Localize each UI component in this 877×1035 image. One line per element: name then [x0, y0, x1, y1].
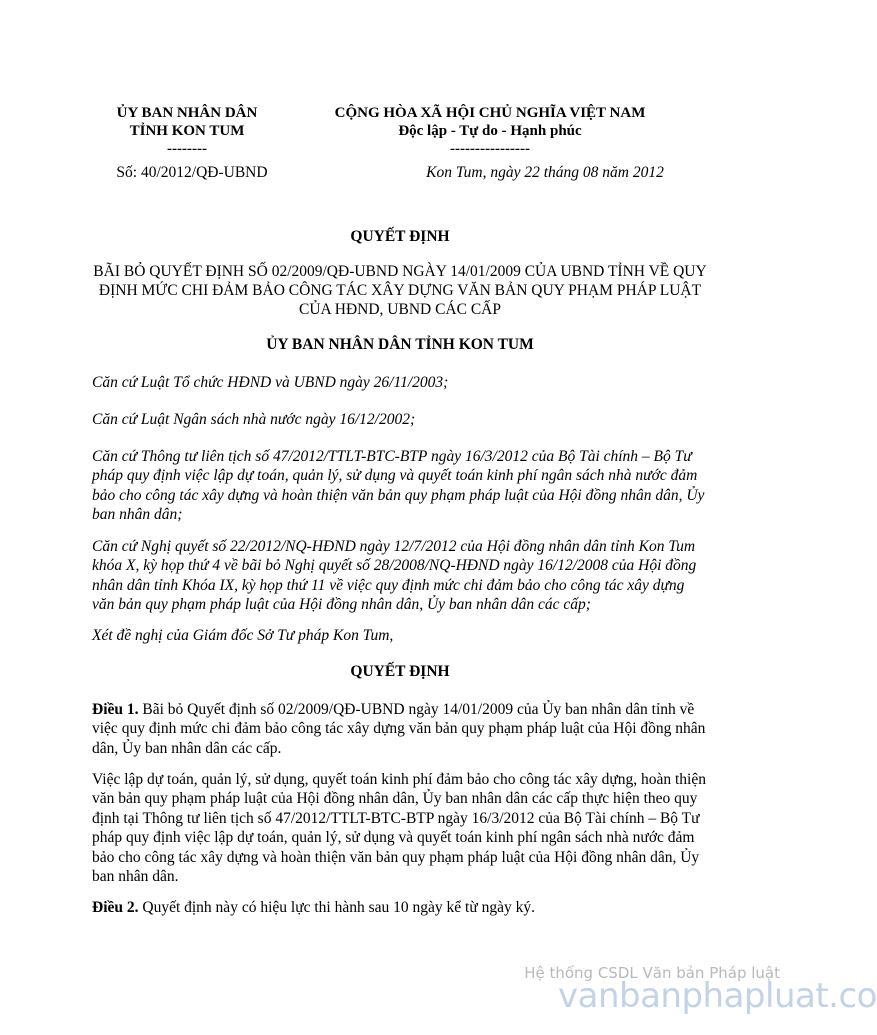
article-1-label: Điều 1.: [92, 701, 139, 718]
article-2-text: Quyết định này có hiệu lực thi hành sau 10 ngày kể từ ngày ký.: [138, 899, 535, 916]
article-1-text: Bãi bỏ Quyết định số 02/2009/QĐ-UBND ngày 14/01/2009 của Ủy ban nhân dân tỉnh về việc quy định mức chi đảm bảo công tác xây dựng văn bản quy phạm pháp luật của Hội đồng nhân dân, Ủy ban nhân dân các cấp.: [92, 701, 706, 757]
motto-divider: ----------------: [450, 141, 530, 157]
document-subject: BÃI BỎ QUYẾT ĐỊNH SỐ 02/2009/QĐ-UBND NGÀY 14/01/2009 CỦA UBND TỈNH VỀ QUY ĐỊNH MỨC CHI ĐẢM BẢO CÔNG TÁC XÂY DỰNG VĂN BẢN QUY PHẠM PHÁP LUẬT CỦA HĐND, UBND CÁC CẤP: [93, 263, 707, 318]
motto: Độc lập - Tự do - Hạnh phúc: [398, 123, 582, 139]
watermark-site: vanbanphapluat.co: [558, 976, 877, 1016]
watermark-caption: Hệ thống CSDL Văn bản Pháp luật: [524, 964, 780, 982]
document-title: QUYẾT ĐỊNH: [350, 228, 450, 245]
authority-line-2: TỈNH KON TUM: [129, 123, 245, 139]
decision-heading: QUYẾT ĐỊNH: [350, 663, 450, 680]
preamble-1: Căn cứ Luật Tổ chức HĐND và UBND ngày 26/11/2003;: [92, 374, 449, 391]
nation-name: CỘNG HÒA XÃ HỘI CHỦ NGHĨA VIỆT NAM: [334, 105, 646, 121]
national-motto: [300, 104, 680, 158]
authority-divider: --------: [167, 141, 207, 157]
article-2-label: Điều 2.: [92, 899, 139, 916]
preamble-4: Căn cứ Nghị quyết số 22/2012/NQ-HĐND ngày 12/7/2012 của Hội đồng nhân dân tỉnh Kon Tum khóa X, kỳ họp thứ 4 về bãi bỏ Nghị quyết số 28/2008/NQ-HĐND ngày 16/12/2008 của Hội đồng nhân dân tỉnh Khóa IX, kỳ họp thứ 11 về việc quy định mức chi đảm bảo cho công tác xây dựng văn bản quy phạm pháp luật của Hội đồng nhân dân, Ủy ban nhân dân các cấp;: [92, 538, 697, 614]
document-number: Số: 40/2012/QĐ-UBND: [116, 164, 268, 181]
preamble-2: Căn cứ Luật Ngân sách nhà nước ngày 16/12/2002;: [92, 411, 416, 428]
article-1-paragraph-2: Việc lập dự toán, quản lý, sử dụng, quyết toán kinh phí đảm bảo cho công tác xây dựng, hoàn thiện văn bản quy phạm pháp luật của Hội đồng nhân dân, Ủy ban nhân dân các cấp thực hiện theo quy định tại Thông tư liên tịch số 47/2012/TTLT-BTC-BTP ngày 16/3/2012 của Bộ Tài chính – Bộ Tư pháp quy định việc lập dự toán, quản lý, sử dụng và quyết toán kinh phí ngân sách nhà nước đảm bảo cho công tác xây dựng và hoàn thiện văn bản quy phạm pháp luật của Hội đồng nhân dân, Ủy ban nhân dân.: [92, 771, 706, 886]
article-1: [92, 700, 708, 758]
article-2: [92, 898, 708, 917]
preamble-5: Xét đề nghị của Giám đốc Sở Tư pháp Kon Tum,: [92, 627, 394, 644]
preamble-3: Căn cứ Thông tư liên tịch số 47/2012/TTLT-BTC-BTP ngày 16/3/2012 của Bộ Tài chính – Bộ Tư pháp quy định việc lập dự toán, quản lý, sử dụng và quyết toán kinh phí ngân sách nhà nước đảm bảo cho công tác xây dựng và hoàn thiện văn bản quy phạm pháp luật của Hội đồng nhân dân, Ủy ban nhân dân;: [92, 448, 705, 524]
place-date: Kon Tum, ngày 22 tháng 08 năm 2012: [426, 164, 664, 181]
issuer-heading: ỦY BAN NHÂN DÂN TỈNH KON TUM: [266, 336, 534, 353]
issuing-authority: [92, 104, 282, 158]
authority-line-1: ỦY BAN NHÂN DÂN: [116, 105, 258, 121]
